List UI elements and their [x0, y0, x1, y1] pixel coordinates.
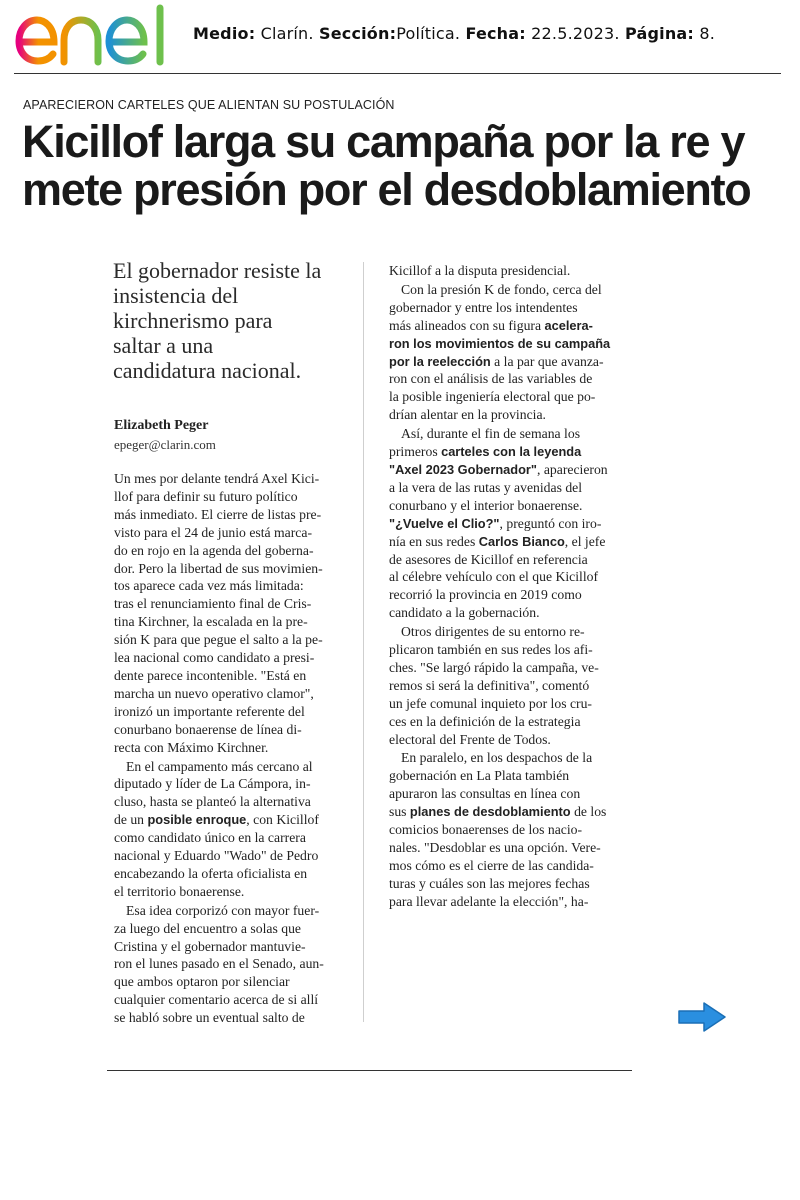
body-line: de asesores de Kicillof en referencia	[389, 551, 588, 567]
body-line: visto para el 24 de junio está marca-	[114, 524, 313, 540]
headline-line: Kicillof larga su campaña por la re y	[22, 116, 745, 167]
article-column-2	[389, 262, 615, 911]
body-line: el territorio bonaerense.	[114, 883, 245, 899]
body-line: tina Kirchner, la escalada en la pre-	[114, 614, 308, 630]
deck-line: kirchnerismo para	[113, 308, 273, 333]
pagina-label: Página:	[624, 24, 695, 43]
fecha-label: Fecha:	[465, 24, 526, 43]
headline-line: mete presión por el desdoblamiento	[22, 164, 751, 215]
body-line: conurbano y el interior bonaerense.	[389, 497, 583, 513]
body-line: recorrió la provincia en 2019 como	[389, 587, 582, 603]
fecha-value: 22.5.2023.	[531, 24, 620, 43]
deck-line: saltar a una	[113, 333, 214, 358]
author-name: Elizabeth Peger	[114, 418, 209, 433]
enel-logo	[14, 4, 182, 70]
medio-label: Medio:	[193, 24, 256, 43]
body-line: recta con Máximo Kirchner.	[114, 739, 269, 755]
arrow-right-icon[interactable]	[676, 1000, 728, 1034]
body-line: ces en la definición de la estrategia	[389, 713, 581, 729]
body-line: candidato a la gobernación.	[389, 605, 540, 621]
header-divider	[14, 73, 781, 74]
body-line: apuraron las consultas en línea con	[389, 786, 581, 802]
body-line: dente parece incontenible. "Está en	[114, 667, 307, 683]
seccion-label: Sección:	[318, 24, 397, 43]
body-line: ironizó un importante referente del	[114, 703, 305, 719]
body-line: gobernador y entre los intendentes	[389, 299, 578, 315]
body-line: se habló sobre un eventual salto de	[114, 1010, 305, 1026]
body-line: al célebre vehículo con el que Kicillof	[389, 569, 599, 585]
article-headline	[22, 118, 782, 214]
body-line: la posible ingeniería electoral que po-	[389, 389, 596, 405]
body-line: gobernación en La Plata también	[389, 768, 570, 784]
body-line: Así, durante el fin de semana los	[401, 426, 581, 442]
body-line: nía en sus redes Carlos Bianco, el jefe	[389, 533, 606, 549]
seccion-value: Política.	[396, 24, 461, 43]
body-line: sión K para que pegue el salto a la pe-	[114, 632, 323, 648]
press-clipping-meta	[193, 24, 715, 43]
medio-value: Clarín.	[260, 24, 314, 43]
article-column-1	[114, 470, 338, 1027]
body-line: como candidato único en la carrera	[114, 830, 306, 846]
body-line: dor. Pero la libertad de sus movimien-	[114, 560, 323, 576]
body-line: más alineados con su figura acelera-	[389, 317, 593, 333]
body-line: lea nacional como candidato a presi-	[114, 650, 315, 666]
body-line: "¿Vuelve el Clio?", preguntó con iro-	[389, 515, 602, 531]
body-line: nacional y Eduardo "Wado" de Pedro	[114, 848, 319, 864]
body-line: mos cómo es el cierre de las candida-	[389, 857, 594, 873]
body-line: tos aparece cada vez más limitada:	[114, 578, 304, 594]
body-line: turas y cuáles son las mejores fechas	[389, 875, 590, 891]
body-line: Un mes por delante tendrá Axel Kici-	[114, 471, 320, 486]
body-line: plicaron también en sus redes los afi-	[389, 642, 593, 658]
body-line: más inmediato. El cierre de listas pre-	[114, 506, 322, 522]
body-line: En el campamento más cercano al	[126, 758, 313, 774]
body-line: Esa idea corporizó con mayor fuer-	[126, 902, 320, 918]
deck-line: El gobernador resiste la	[113, 258, 322, 283]
column-divider	[363, 262, 364, 1022]
body-line: "Axel 2023 Gobernador", aparecieron	[389, 461, 608, 477]
body-line: comicios bonaerenses de los nacio-	[389, 822, 583, 838]
body-line: do en rojo en la agenda del goberna-	[114, 542, 314, 558]
body-line: llof para definir su futuro político	[114, 488, 298, 504]
body-line: a la vera de las rutas y avenidas del	[389, 479, 583, 495]
body-line: por la reelección a la par que avanza-	[389, 353, 604, 369]
body-line: ron el lunes pasado en el Senado, aun-	[114, 956, 324, 972]
body-line: primeros carteles con la leyenda	[389, 444, 582, 460]
body-line: conurbano bonaerense de línea di-	[114, 721, 302, 737]
body-line: tras el renunciamiento final de Cris-	[114, 596, 312, 612]
body-line: de un posible enroque, con Kicillof	[114, 812, 319, 828]
deck-line: insistencia del	[113, 283, 239, 308]
body-line: para llevar adelante la elección", ha-	[389, 893, 589, 909]
body-line: nales. "Desdoblar es una opción. Vere-	[389, 840, 601, 855]
body-line: electoral del Frente de Todos.	[389, 731, 551, 747]
footer-divider	[107, 1070, 632, 1071]
body-line: drían alentar en la provincia.	[389, 407, 546, 423]
body-line: cualquier comentario acerca de si allí	[114, 992, 319, 1008]
body-line: marcha un nuevo operativo clamor",	[114, 685, 314, 701]
pagina-value: 8.	[699, 24, 715, 43]
body-line: cluso, hasta se planteó la alternativa	[114, 794, 311, 810]
body-line: un jefe comunal inquieto por los cru-	[389, 695, 592, 711]
body-line: Cristina y el gobernador mantuvie-	[114, 938, 306, 954]
body-line: Otros dirigentes de su entorno re-	[401, 624, 585, 640]
article-deck	[113, 258, 363, 383]
body-line: ches. "Se largó rápido la campaña, ve-	[389, 659, 599, 675]
deck-line: candidatura nacional.	[113, 358, 302, 383]
body-line: que ambos optaron por silenciar	[114, 974, 290, 990]
body-line: sus planes de desdoblamiento de los	[389, 804, 607, 820]
body-line: encabezando la oferta oficialista en	[114, 865, 308, 881]
body-line: za luego del encuentro a solas que	[114, 920, 301, 936]
body-line: Kicillof a la disputa presidencial.	[389, 263, 571, 278]
body-line: ron los movimientos de su campaña	[389, 335, 611, 351]
body-line: ron con el análisis de las variables de	[389, 371, 593, 387]
body-line: diputado y líder de La Cámpora, in-	[114, 776, 311, 792]
body-line: En paralelo, en los despachos de la	[401, 750, 593, 766]
body-line: remos si será la definitiva", comentó	[389, 677, 590, 693]
body-line: Con la presión K de fondo, cerca del	[401, 281, 602, 297]
article-kicker: APARECIERON CARTELES QUE ALIENTAN SU POSTULACIÓN	[23, 98, 395, 112]
author-email: epeger@clarin.com	[114, 437, 216, 452]
